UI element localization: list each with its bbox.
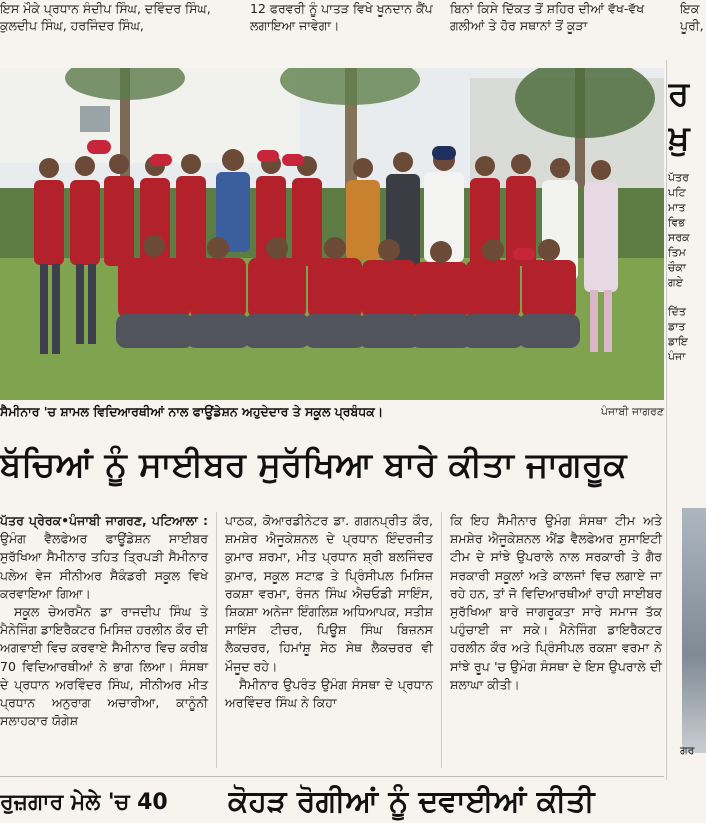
- adjacent-text-line: ਗਏ: [668, 276, 683, 289]
- article-paragraph: ਸੈਮੀਨਾਰ ਉਪਰੰਤ ਉਮੰਗ ਸੰਸਥਾ ਦੇ ਪ੍ਰਧਾਨ ਅਰਵਿੰਦਰ ਸਿੰਘ ਨੇ ਕਿਹਾ: [225, 676, 433, 711]
- top-middle-fragment: 12 ਫਰਵਰੀ ਨੂੰ ਪਾਤੜ ਵਿਖੇ ਖੂਨਦਾਨ ਕੈਂਪ ਲਗਾਇਆ ਜਾਵੇਗਾ।: [250, 1, 433, 33]
- photo-credit: ਪੰਜਾਬੀ ਜਾਗਰਣ: [600, 405, 664, 418]
- adjacent-text-line: ਚੌਕਾ: [668, 261, 687, 274]
- article-paragraph: ਪਾਠਕ, ਕੋਆਰਡੀਨੇਟਰ ਡਾ. ਗਗਨਪ੍ਰੀਤ ਕੌਰ, ਸ਼ਮਸ਼ੇਰ ਐਜੂਕੇਸ਼ਨਲ ਦੇ ਪ੍ਰਧਾਨ ਇੰਦਰਜੀਤ ਕੁਮਾਰ ਸ਼ਰਮਾ, ਮੀਤ ਪ੍ਰਧਾਨ ਸ਼੍ਰੀ ਬਲਜਿੰਦਰ ਕੁਮਾਰ, ਸਕੂਲ ਸਟਾਫ਼ ਤੇ ਪ੍ਰਿੰਸੀਪਲ ਮਿਸਿਜ਼ ਰਕਸ਼ਾ ਵਰਮਾ, ਰੰਜਨ ਸਿੰਘ ਐਚਓਡੀ ਸਾਇੰਸ, ਸ਼ਿਕਸ਼ਾ ਅਨੇਜਾ ਇੰਗਲਿਸ਼ ਅਧਿਆਪਕ, ਸਤੀਸ਼ ਸਾਇੰਸ ਟੀਚਰ, ਪਿਊਸ਼ ਸਿੰਘ ਬਿਜ਼ਨਸ ਲੈਕਚਰਰ, ਹਿਮਾਂਸ਼ੂ ਸੇਠ ਸੇਥ ਲੈਕਚਰਰ ਵੀ ਮੌਜੂਦ ਰਹੇ।: [225, 513, 433, 674]
- adjacent-text-line: ਮਾਤ: [668, 201, 686, 214]
- article-paragraph: ਉਮੰਗ ਵੈਲਫੇਅਰ ਫਾਊਂਡੇਸ਼ਨ ਸਾਈਬਰ ਸੁਰੱਖਿਆ ਸੈਮੀਨਾਰ ਤਹਿਤ ਤ੍ਰਿਪੜੀ ਸੈਮੀਨਾਰ ਪਲੇਅ ਵੇਜ ਸੀਨੀਅਰ ਸੈਕੰਡਰੀ ਸਕੂਲ ਵਿਖੇ ਕਰਵਾਇਆ ਗਿਆ।: [0, 531, 208, 601]
- photo-caption-row: [0, 404, 664, 424]
- top-right-fragment: ਬਿਨਾਂ ਕਿਸੇ ਦਿੱਕਤ ਤੋਂ ਸ਼ਹਿਰ ਦੀਆਂ ਵੱਖ-ਵੱਖ ਗਲੀਆਂ ਤੇ ਹੋਰ ਸਥਾਨਾਂ ਤੋਂ ਕੂੜਾ: [450, 1, 645, 33]
- adjacent-text-line: ਪੱਤਰ: [668, 171, 689, 184]
- group-photo: [0, 68, 664, 400]
- top-left-fragment: ਇਸ ਮੌਕੇ ਪ੍ਰਧਾਨ ਸੰਦੀਪ ਸਿੰਘ, ਦਵਿੰਦਰ ਸਿੰਘ, ਕੁਲਦੀਪ ਸਿੰਘ, ਹਰਜਿੰਦਰ ਸਿੰਘ,: [0, 1, 211, 33]
- article-paragraph: ਕਿ ਇਹ ਸੈਮੀਨਾਰ ਉਮੰਗ ਸੰਸਥਾ ਟੀਮ ਅਤੇ ਸ਼ਮਸ਼ੇਰ ਐਜੂਕੇਸ਼ਨਲ ਐਂਡ ਵੈਲਫੇਅਰ ਸੁਸਾਇਟੀ ਟੀਮ ਦੇ ਸਾਂਝੇ ਉਪਰਾਲੇ ਨਾਲ ਸਰਕਾਰੀ ਤੇ ਗੈਰ ਸਰਕਾਰੀ ਸਕੂਲਾਂ ਅਤੇ ਕਾਲਜਾਂ ਵਿਚ ਲਗਾਏ ਜਾ ਰਹੇ ਹਨ, ਤਾਂ ਜੋ ਵਿਦਿਆਰਥੀਆਂ ਰਾਹੀ ਸਾਈਬਰ ਸੁਰੱਖਿਆ ਬਾਰੇ ਜਾਗਰੂਕਤਾ ਸਾਰੇ ਸਮਾਜ ਤੱਕ ਪਹੁੰਚਾਈ ਜਾ ਸਕੇ। ਮੈਨੇਜਿੰਗ ਡਾਇਰੈਕਟਰ ਹਰਲੀਨ ਕੌਰ ਅਤੇ ਪ੍ਰਿੰਸੀਪਲ ਰਕਸ਼ਾ ਵਰਮਾ ਨੇ ਸਾਂਝੇ ਰੂਪ 'ਚ ਉਮੰਗ ਸੰਸਥਾ ਦੇ ਇਸ ਉਪਰਾਲੇ ਦੀ ਸ਼ਲਾਘਾ ਕੀਤੀ।: [450, 513, 662, 692]
- adjacent-caption: ਗਰ: [680, 744, 695, 757]
- adjacent-text-line: ਪਟਿ: [668, 186, 686, 199]
- adjacent-text-line: ਦਿੱਤ: [668, 305, 686, 318]
- article-headline: ਬੱਚਿਆਂ ਨੂੰ ਸਾਈਬਰ ਸੁਰੱਖਿਆ ਬਾਰੇ ਕੀਤਾ ਜਾਗਰੂਕ: [0, 445, 627, 485]
- adjacent-text-line: ਪੰਜਾ: [668, 350, 686, 363]
- next-article-headline: ਰੁਜ਼ਗਾਰ ਮੇਲੇ 'ਚ 40: [0, 790, 168, 815]
- article-paragraph: ਸਕੂਲ ਚੇਅਰਮੈਨ ਡਾ ਰਾਜਦੀਪ ਸਿੰਘ ਤੇ ਮੈਨੇਜਿੰਗ ਡਾਇਰੈਕਟਰ ਮਿਸਿਜ਼ ਹਰਲੀਨ ਕੌਰ ਦੀ ਅਗਵਾਈ ਵਿਚ ਕਰਵਾਏ ਸੈਮੀਨਾਰ ਵਿਚ ਕਰੀਬ 70 ਵਿਦਿਆਰਥੀਆਂ ਨੇ ਭਾਗ ਲਿਆ। ਸੰਸਥਾ ਦੇ ਪ੍ਰਧਾਨ ਅਰਵਿੰਦਰ ਸਿੰਘ, ਸੀਨੀਅਰ ਮੀਤ ਪ੍ਰਧਾਨ ਅਨੁਰਾਗ ਅਚਾਰੀਆ, ਕਾਨੂੰਨੀ ਸਲਾਹਕਾਰ ਯੋਗੇਸ਼: [0, 604, 208, 729]
- column-divider: [666, 60, 667, 780]
- column-divider: [216, 512, 217, 768]
- section-divider: [0, 776, 664, 777]
- article-column-1: [0, 512, 208, 768]
- adjacent-article-column: [668, 68, 706, 823]
- adjacent-headline-letter: ਰ: [668, 74, 690, 114]
- adjacent-text-line: ਡਾਇ: [668, 335, 688, 348]
- article-column-3: [450, 512, 662, 768]
- column-divider: [441, 512, 442, 768]
- adjacent-text-line: ਡਾਤ: [668, 320, 686, 333]
- adjacent-text-line: ਵਿਭ: [668, 216, 686, 229]
- adjacent-headline-letter: ਖ਼ੁ: [668, 118, 690, 158]
- photo-caption: ਸੈਮੀਨਾਰ 'ਚ ਸ਼ਾਮਲ ਵਿਦਿਆਰਥੀਆਂ ਨਾਲ ਫਾਊਂਡੇਸ਼ਨ ਅਹੁਦੇਦਾਰ ਤੇ ਸਕੂਲ ਪ੍ਰਬੰਧਕ।: [0, 404, 384, 419]
- next-article-headline: ਕੋਹੜ ਰੋਗੀਆਂ ਨੂੰ ਦਵਾਈਆਂ ਕੀਤੀ: [228, 784, 595, 819]
- article-dateline: ਪੱਤਰ ਪ੍ਰੇਰਕ•ਪੰਜਾਬੀ ਜਾਗਰਣ, ਪਟਿਆਲਾ :: [0, 513, 208, 528]
- article-column-2: [225, 512, 433, 768]
- adjacent-text-line: ਤਿਮ: [668, 246, 686, 259]
- adjacent-photo: [682, 508, 706, 753]
- adjacent-text-line: ਸਰਕ: [668, 231, 690, 244]
- top-edge-fragment: ਇਕ ਪੂਰੀ,: [680, 1, 704, 33]
